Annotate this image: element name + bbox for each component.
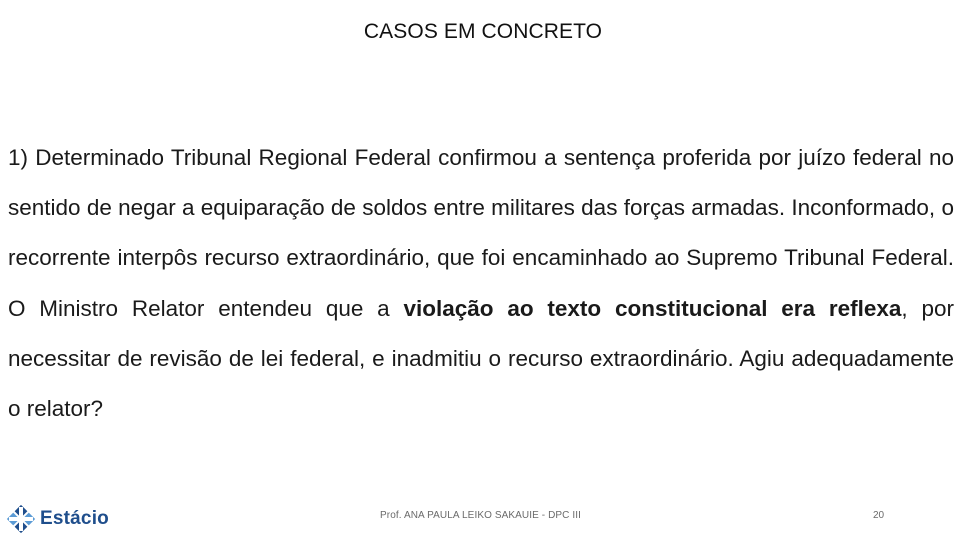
paragraph-text-part1: 1) Determinado Tribunal Regional Federal confirmou a sentença proferida por juízo federal no sentido de negar a equiparação de soldos entre militares das forças armadas. Inconformado, o recorrente interpôs recurso extraordinário, que foi encaminhado ao Supremo Tribunal Federal. O Ministro Relator entendeu que a — [8, 145, 954, 321]
paragraph-text-part2: , por necessitar de revisão de lei federal, e inadmitiu o recurso extraordinário. Agiu adequadamente o relator? — [8, 295, 954, 422]
slide-footer — [0, 507, 960, 531]
slide-title: CASOS EM CONCRETO — [363, 20, 603, 43]
paragraph-bold-phrase: violação ao texto constitucional era reflexa — [403, 295, 902, 321]
footer-author: Prof. ANA PAULA LEIKO SAKAUIE - DPC III — [380, 510, 582, 521]
page-number: 20 — [873, 510, 885, 521]
logo-text: Estácio — [40, 508, 109, 529]
question-paragraph — [8, 133, 954, 434]
